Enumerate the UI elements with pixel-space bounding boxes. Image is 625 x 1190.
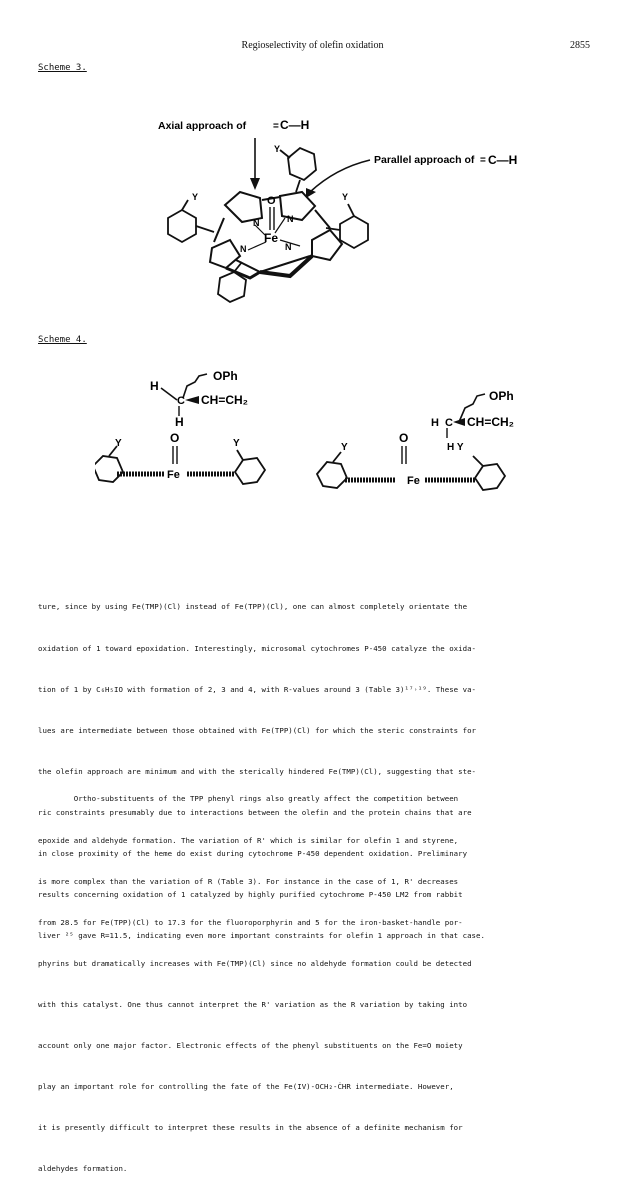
oxo-atom: O — [267, 195, 276, 207]
right-carbon: C — [445, 417, 453, 429]
fe-o-double-bond — [270, 207, 274, 230]
p1-line: ric constraints presumably due to interactions between the olefin and the protein chains that are — [38, 807, 472, 817]
left-vinyl: CH=CH₂ — [201, 393, 249, 407]
p2-line: aldehydes formation. — [38, 1164, 128, 1174]
right-fe-o-bond — [402, 446, 406, 464]
nitrogen-4: N — [240, 244, 247, 254]
p1-line: tion of 1 by C₆H₅IO with formation of 2, 3 and 4, with R-values around 3 (Table 3)¹⁷˒¹⁹. These va- — [38, 684, 477, 694]
left-h-top: H — [150, 379, 159, 393]
parallel-approach-label: Parallel approach of — [374, 154, 475, 166]
phenyl-right — [326, 204, 368, 248]
p2-line: epoxide and aldehyde formation. The variation of R' which is similar for olefin 1 and styrene, — [38, 835, 459, 845]
right-oxo: O — [399, 431, 409, 445]
left-y-b: Y — [233, 438, 240, 449]
p2-line: play an important role for controlling the fate of the Fe(IV)-OCH₂-ĊHR intermediate. However, — [38, 1082, 454, 1092]
parallel-ch-label: C—H — [488, 153, 518, 167]
scheme-3-diagram — [130, 100, 570, 310]
phenyl-left — [168, 200, 214, 242]
left-carbon: C — [177, 395, 185, 407]
left-y-a: Y — [115, 438, 122, 449]
axial-arrow — [250, 138, 260, 190]
right-phenyl-b — [473, 456, 505, 490]
nitrogen-2: N — [287, 214, 294, 224]
scheme-4-label: Scheme 4. — [38, 335, 87, 345]
left-fe-o-bond — [173, 446, 177, 464]
page-number: 2855 — [570, 40, 590, 51]
p2-line: account only one major factor. Electronic effects of the phenyl substituents on the Fe=O moiety — [38, 1041, 463, 1051]
right-iron: Fe — [407, 475, 420, 487]
p1-line: oxidation of 1 toward epoxidation. Interestingly, microsomal cytochromes P-450 catalyze the oxida- — [38, 643, 477, 653]
svg-text:=: = — [480, 155, 486, 166]
axial-ch-label: C—H — [280, 118, 310, 132]
y-top: Y — [274, 144, 281, 154]
right-y-a: Y — [341, 442, 348, 453]
axial-approach-label: Axial approach of — [158, 120, 247, 132]
p2-line: with this catalyst. One thus cannot interpret the R' variation as the R variation by taking into — [38, 999, 468, 1009]
left-iron: Fe — [167, 469, 180, 481]
right-phenyl-a — [317, 452, 347, 488]
right-hy: H Y — [447, 442, 464, 453]
nitrogen-1: N — [253, 218, 260, 228]
scheme-3-label: Scheme 3. — [38, 63, 87, 73]
p2-line: it is presently difficult to interpret these results in the absence of a definite mechanism for — [38, 1123, 463, 1133]
p2-line: Ortho-substituents of the TPP phenyl rings also greatly affect the competition between — [38, 794, 459, 804]
y-right: Y — [342, 192, 349, 202]
p1-line: results concerning oxidation of 1 catalyzed by highly purified cytochrome P-450 LM2 from rabbit — [38, 890, 463, 900]
left-oph: OPh — [213, 369, 238, 383]
left-phenyl-a — [95, 446, 123, 482]
y-left: Y — [192, 192, 199, 202]
right-oph: OPh — [489, 389, 514, 403]
scheme-4-diagram — [95, 360, 565, 510]
running-header-title: Regioselectivity of olefin oxidation — [241, 40, 384, 51]
right-vinyl: CH=CH₂ — [467, 415, 515, 429]
p1-line: lues are intermediate between those obtained with Fe(TPP)(Cl) for which the steric constraints for — [38, 725, 477, 735]
p1-line: ture, since by using Fe(TMP)(Cl) instead of Fe(TPP)(Cl), one can almost completely orientate the — [38, 602, 468, 612]
phenyl-bottom — [218, 262, 246, 302]
left-oxo: O — [170, 431, 180, 445]
left-phenyl-b — [235, 450, 265, 484]
left-h-bottom: H — [175, 415, 184, 429]
iron-atom: Fe — [264, 231, 279, 245]
p1-line: the olefin approach are minimum and with the sterically hindered Fe(TMP)(Cl), suggesting that ste- — [38, 766, 477, 776]
p2-line: is more complex than the variation of R (Table 3). For instance in the case of 1, R' decreases — [38, 876, 459, 886]
p1-line: in close proximity of the heme do exist during cytochrome P-450 dependent oxidation. Preliminary — [38, 849, 468, 859]
paragraph-2 — [38, 765, 472, 1190]
p1-line: liver ²⁵ gave R=11.5, indicating even more important constraints for olefin 1 approach in that case. — [38, 931, 485, 941]
p2-line: phyrins but dramatically increases with Fe(TMP)(Cl) since no aldehyde formation could be detected — [38, 958, 472, 968]
svg-text:=: = — [273, 121, 279, 132]
right-h: H — [431, 417, 439, 429]
phenyl-top — [280, 148, 316, 192]
p2-line: from 28.5 for Fe(TPP)(Cl) to 17.3 for the fluoroporphyrin and 5 for the iron-basket-handle por- — [38, 917, 463, 927]
nitrogen-3: N — [285, 242, 292, 252]
